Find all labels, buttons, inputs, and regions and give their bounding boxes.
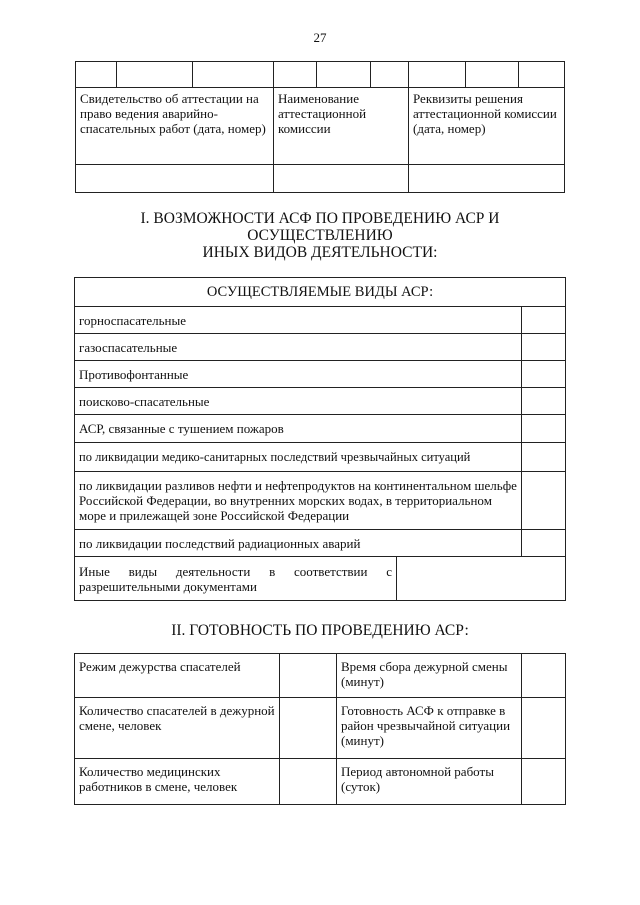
readiness-value-cell bbox=[280, 698, 337, 759]
readiness-value-cell bbox=[522, 759, 566, 805]
commission-decision-header: Реквизиты решения аттестационной комиссии (дата, номер) bbox=[409, 88, 565, 165]
readiness-value-cell bbox=[280, 654, 337, 698]
table-row bbox=[75, 307, 566, 334]
readiness-value-cell bbox=[522, 654, 566, 698]
readiness-label: Период автономной работы (суток) bbox=[337, 759, 522, 805]
table-row bbox=[75, 361, 566, 388]
table-cell bbox=[317, 62, 371, 88]
readiness-value-cell bbox=[280, 759, 337, 805]
acp-type-value-cell bbox=[522, 472, 566, 530]
acp-type-value-cell bbox=[522, 388, 566, 415]
table-cell bbox=[371, 62, 409, 88]
table-cell bbox=[274, 62, 317, 88]
table-cell bbox=[76, 165, 274, 193]
other-activities-label bbox=[75, 557, 397, 601]
readiness-label: Количество спасателей в дежурной смене, человек bbox=[75, 698, 280, 759]
table-row bbox=[75, 443, 566, 472]
table-cell bbox=[76, 62, 117, 88]
table-cell bbox=[409, 165, 565, 193]
table-row bbox=[75, 472, 566, 530]
table-row bbox=[76, 165, 565, 193]
attestation-certificate-header: Свидетельство об аттестации на право ведения аварийно-спасательных работ (дата, номер) bbox=[76, 88, 274, 165]
acp-type-label: по ликвидации медико-санитарных последствий чрезвычайных ситуаций bbox=[75, 443, 522, 472]
table-row bbox=[75, 654, 566, 698]
other-activities-line: разрешительными документами bbox=[79, 578, 257, 594]
acp-type-value-cell bbox=[522, 361, 566, 388]
section-2-title: II. ГОТОВНОСТЬ ПО ПРОВЕДЕНИЮ АСР: bbox=[171, 622, 469, 639]
table-cell bbox=[466, 62, 519, 88]
table-row bbox=[75, 698, 566, 759]
readiness-label: Готовность АСФ к отправке в район чрезвычайной ситуации (минут) bbox=[337, 698, 522, 759]
table-cell bbox=[409, 62, 466, 88]
readiness-label: Режим дежурства спасателей bbox=[75, 654, 280, 698]
readiness-label: Время сбора дежурной смены (минут) bbox=[337, 654, 522, 698]
table-row bbox=[75, 759, 566, 805]
section-1-title-line: ИНЫХ ВИДОВ ДЕЯТЕЛЬНОСТИ: bbox=[202, 244, 438, 261]
table-cell bbox=[519, 62, 565, 88]
table-cell bbox=[193, 62, 274, 88]
acp-type-value-cell bbox=[522, 443, 566, 472]
table-header-row bbox=[75, 278, 566, 307]
table-row bbox=[75, 334, 566, 361]
other-activities-line: Иные виды деятельности в соответствии с bbox=[79, 563, 392, 579]
acp-type-label: АСР, связанные с тушением пожаров bbox=[75, 415, 522, 443]
commission-name-header: Наименование аттестационной комиссии bbox=[274, 88, 409, 165]
other-activities-value-cell bbox=[397, 557, 566, 601]
table-row bbox=[76, 62, 565, 88]
acp-type-label: по ликвидации разливов нефти и нефтепродуктов на континентальном шельфе Российской Федерации, во внутренних морских водах, в территориальном море и прилежащей зоне Российской Федерации bbox=[75, 472, 522, 530]
readiness-table bbox=[74, 653, 566, 805]
page-number: 27 bbox=[313, 30, 327, 45]
table-cell bbox=[117, 62, 193, 88]
readiness-label: Количество медицинских работников в смене, человек bbox=[75, 759, 280, 805]
table-row bbox=[75, 530, 566, 557]
acp-type-value-cell bbox=[522, 415, 566, 443]
acp-types-header: ОСУЩЕСТВЛЯЕМЫЕ ВИДЫ АСР: bbox=[75, 278, 566, 307]
acp-type-value-cell bbox=[522, 334, 566, 361]
acp-type-label: горноспасательные bbox=[75, 307, 522, 334]
section-1-title bbox=[0, 210, 640, 261]
table-row bbox=[75, 388, 566, 415]
attestation-table bbox=[75, 61, 565, 193]
acp-type-value-cell bbox=[522, 530, 566, 557]
acp-type-value-cell bbox=[522, 307, 566, 334]
section-1-title-line: ОСУЩЕСТВЛЕНИЮ bbox=[247, 227, 393, 244]
table-header-row bbox=[76, 88, 565, 165]
table-cell bbox=[274, 165, 409, 193]
readiness-value-cell bbox=[522, 698, 566, 759]
table-row bbox=[75, 415, 566, 443]
acp-type-label: Противофонтанные bbox=[75, 361, 522, 388]
section-1-title-line: I. ВОЗМОЖНОСТИ АСФ ПО ПРОВЕДЕНИЮ АСР И bbox=[140, 210, 500, 227]
acp-type-label: по ликвидации последствий радиационных аварий bbox=[75, 530, 522, 557]
acp-type-label: газоспасательные bbox=[75, 334, 522, 361]
table-row bbox=[75, 557, 566, 601]
acp-type-label: поисково-спасательные bbox=[75, 388, 522, 415]
acp-types-table bbox=[74, 277, 566, 601]
